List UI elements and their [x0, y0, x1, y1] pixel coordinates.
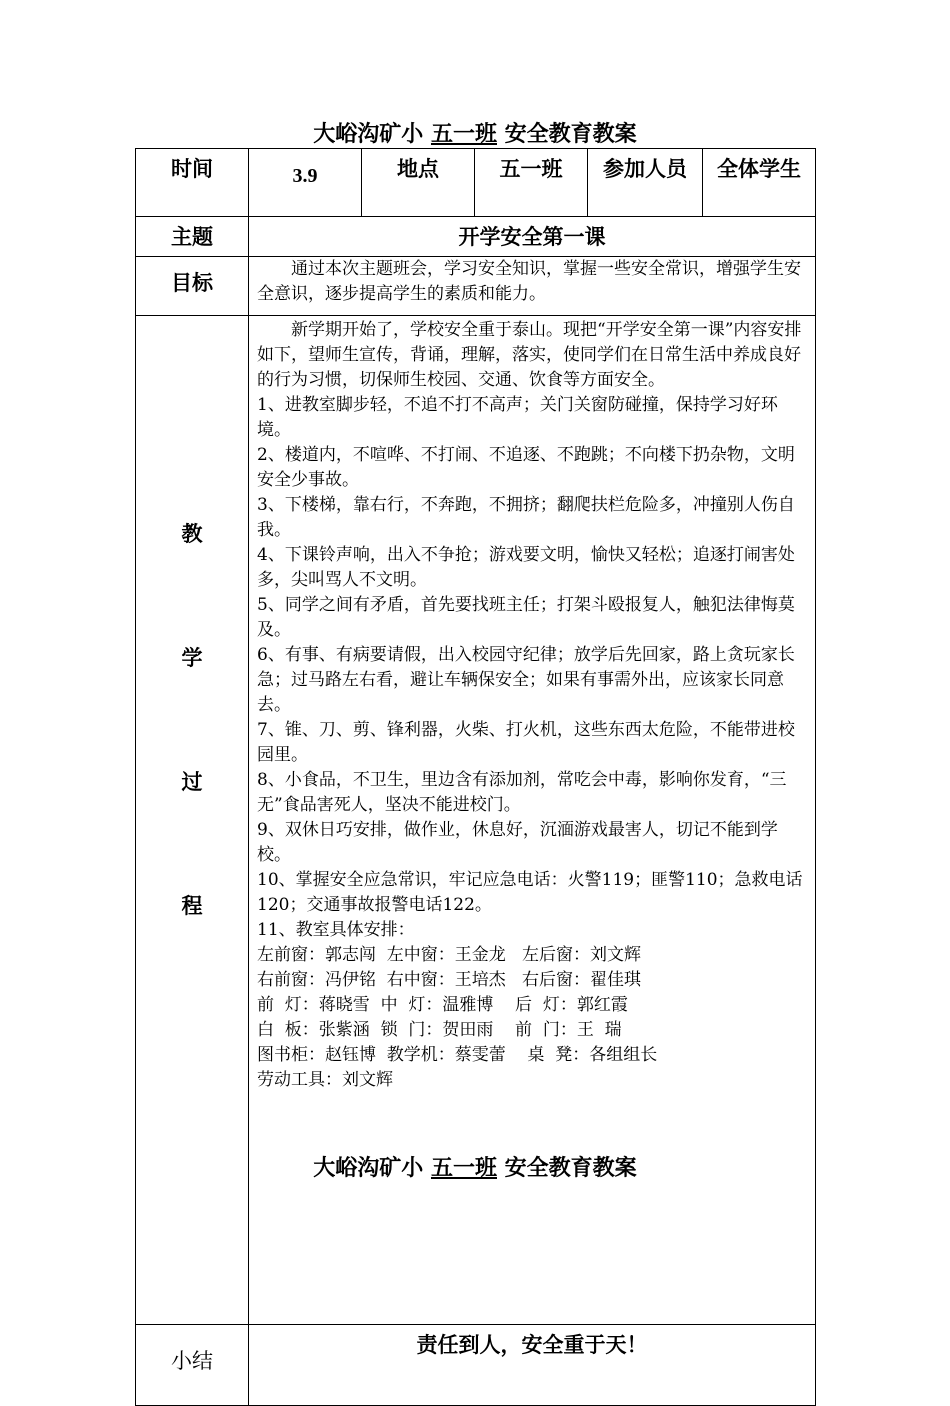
- process-label-char: 过: [181, 769, 203, 794]
- title-suffix: 安全教育教案: [504, 1155, 637, 1181]
- process-label-char: 学: [181, 645, 203, 670]
- process-item: 8、小食品，不卫生，里边含有添加剂，常吃会中毒，影响你发育，“三无”食品害死人，坚决不能进校门。: [257, 770, 787, 815]
- title-suffix: 安全教育教案: [504, 121, 637, 147]
- time-label: 时间: [136, 149, 249, 217]
- process-item: 1、进教室脚步轻，不追不打不高声；关门关窗防碰撞，保持学习好环境。: [257, 395, 778, 440]
- summary-label: 小结: [136, 1325, 249, 1406]
- info-row: [136, 149, 816, 217]
- duty-line: 图书柜：赵钰博 教学机：蔡雯蕾 桌 凳：各组组长: [257, 1045, 658, 1065]
- duty-line: 前 灯：蒋晓雪 中 灯：温雅博 后 灯：郭红霞: [257, 995, 628, 1015]
- duty-line: 右前窗：冯伊铭 右中窗：王培杰 右后窗：翟佳琪: [257, 970, 642, 990]
- process-item: 7、锥、刀、剪、锋利器，火柴、打火机，这些东西太危险，不能带进校园里。: [257, 720, 795, 765]
- class-name: 五一班: [430, 121, 497, 147]
- process-item: 11、教室具体安排：: [257, 920, 415, 940]
- school-name: 大峪沟矿小: [313, 1155, 424, 1181]
- place-value: 五一班: [475, 149, 588, 217]
- goal-text: 通过本次主题班会，学习安全知识，掌握一些安全常识，增强学生安全意识，逐步提高学生的素质和能力。: [249, 257, 816, 316]
- time-value: 3.9: [249, 149, 362, 217]
- repeated-document-title: [0, 1155, 950, 1181]
- process-item: 10、掌握安全应急常识，牢记应急电话：火警119；匪警110；急救电话120；交通事故报警电话122。: [257, 870, 803, 915]
- class-name: 五一班: [430, 1155, 497, 1181]
- goal-row: [136, 257, 816, 316]
- duty-line: 白 板：张紫涵 锁 门：贺田雨 前 门：王 瑞: [257, 1020, 622, 1040]
- topic-row: [136, 217, 816, 257]
- process-item: 4、下课铃声响，出入不争抢；游戏要文明，愉快又轻松；追逐打闹害处多，尖叫骂人不文明。: [257, 545, 795, 590]
- goal-label: 目标: [136, 257, 249, 316]
- process-item: 5、同学之间有矛盾，首先要找班主任；打架斗殴报复人，触犯法律悔莫及。: [257, 595, 795, 640]
- document-title: [0, 121, 950, 147]
- topic-value: 开学安全第一课: [249, 217, 816, 257]
- topic-label: 主题: [136, 217, 249, 257]
- process-label-char: 程: [181, 893, 203, 918]
- process-item: 9、双休日巧安排，做作业，休息好，沉湎游戏最害人，切记不能到学校。: [257, 820, 778, 865]
- process-item: 3、下楼梯，靠右行，不奔跑，不拥挤；翻爬扶栏危险多，冲撞别人伤自我。: [257, 495, 795, 540]
- process-label-char: 教: [181, 521, 203, 546]
- duty-line: 左前窗：郭志闯 左中窗：王金龙 左后窗：刘文辉: [257, 945, 642, 965]
- process-item: 2、楼道内，不喧哗、不打闹、不追逐、不跑跳；不向楼下扔杂物，文明安全少事故。: [257, 445, 795, 490]
- duty-line: 劳动工具：刘文辉: [257, 1070, 393, 1090]
- lesson-plan-table: [135, 148, 816, 1406]
- process-intro: 新学期开始了，学校安全重于泰山。现把“开学安全第一课”内容安排如下，望师生宣传，背诵，理解，落实，使同学们在日常生活中养成良好的行为习惯，切保师生校园、交通、饮食等方面安全。: [257, 320, 802, 390]
- place-label: 地点: [362, 149, 475, 217]
- process-item: 6、有事、有病要请假，出入校园守纪律；放学后先回家，路上贪玩家长急；过马路左右看，避让车辆保安全；如果有事需外出，应该家长同意去。: [257, 645, 795, 715]
- summary-row: [136, 1325, 816, 1406]
- summary-text: 责任到人，安全重于天！: [249, 1325, 816, 1406]
- participants-label: 参加人员: [588, 149, 703, 217]
- school-name: 大峪沟矿小: [313, 121, 424, 147]
- participants-value: 全体学生: [703, 149, 816, 217]
